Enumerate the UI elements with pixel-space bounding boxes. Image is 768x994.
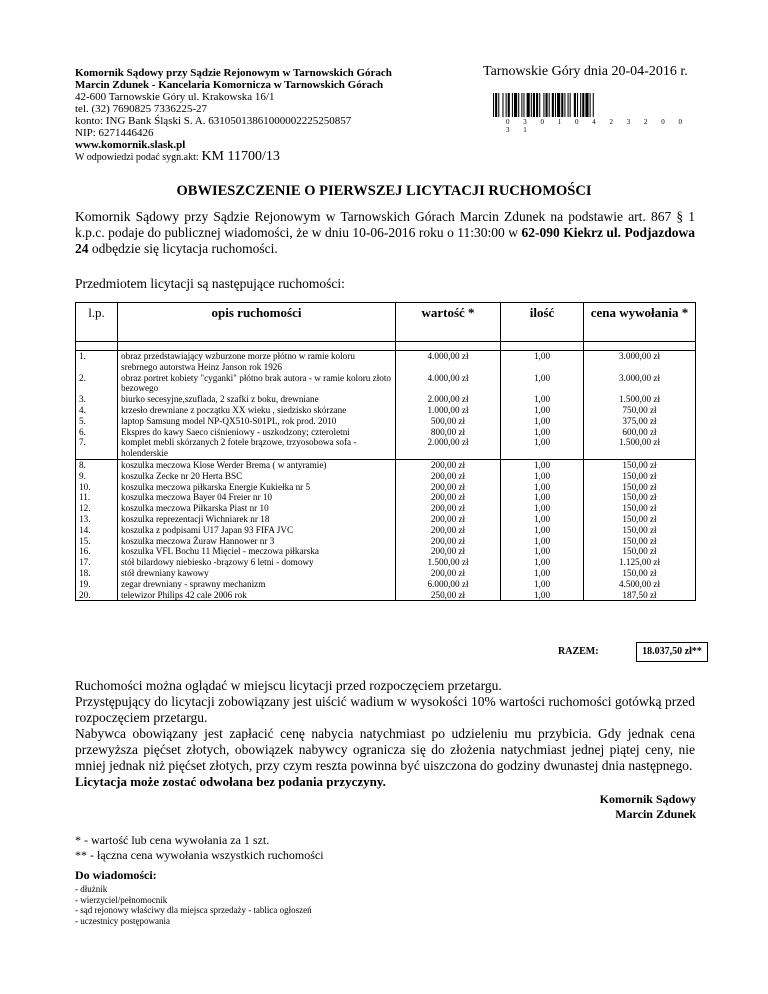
row-quantity: 1,00 bbox=[501, 579, 584, 590]
sender-account: konto: ING Bank Śląski S. A. 63105013861000002225250857 bbox=[75, 115, 352, 127]
signature-role: Komornik Sądowy bbox=[599, 792, 696, 806]
row-description: Ekspres do kawy Saeco ciśnieniowy - uszkodzony; czteroletni bbox=[118, 427, 396, 438]
row-description: biurko secesyjne,szuflada, 2 szafki z boku, drewniane bbox=[118, 394, 396, 405]
row-quantity: 1,00 bbox=[501, 437, 584, 459]
row-lp: 7. bbox=[76, 437, 118, 459]
row-quantity: 1,00 bbox=[501, 568, 584, 579]
table-row bbox=[76, 492, 696, 503]
row-quantity: 1,00 bbox=[501, 514, 584, 525]
intro-text-2: odbędzie się licytacja ruchomości. bbox=[88, 241, 278, 256]
row-price: 1.500,00 zł bbox=[584, 394, 696, 405]
row-description: stół bilardowy niebiesko -brązowy 6 letni - domowy bbox=[118, 557, 396, 568]
row-quantity: 1,00 bbox=[501, 536, 584, 547]
row-price: 3.000,00 zł bbox=[584, 373, 696, 395]
sender-block bbox=[75, 67, 392, 164]
table-row bbox=[76, 416, 696, 427]
row-lp: 1. bbox=[76, 351, 118, 373]
document-title: OBWIESZCZENIE O PIERWSZEJ LICYTACJI RUCHOMOŚCI bbox=[176, 183, 592, 199]
notice-list bbox=[75, 884, 312, 926]
notice-item: - uczestnicy postępowania bbox=[75, 915, 170, 926]
footnote-double bbox=[75, 848, 324, 863]
row-price: 150,00 zł bbox=[584, 459, 696, 470]
table-row bbox=[76, 503, 696, 514]
barcode-digits: 0 3 0 1 0 4 2 3 2 0 0 3 1 bbox=[506, 118, 688, 134]
row-description: zegar drewniany - sprawny mechanizm bbox=[118, 579, 396, 590]
table-row bbox=[76, 536, 696, 547]
row-lp: 19. bbox=[76, 579, 118, 590]
barcode-bar bbox=[523, 93, 524, 117]
row-description: laptop Samsung model NP-QX510-S01PL, rok prod. 2010 bbox=[118, 416, 396, 427]
total-value: 18.037,50 zł** bbox=[636, 642, 708, 662]
header-value: wartość * bbox=[396, 303, 501, 342]
row-quantity: 1,00 bbox=[501, 525, 584, 536]
row-value: 200,00 zł bbox=[396, 514, 501, 525]
signature-block bbox=[560, 792, 696, 822]
notice-item: - sąd rejonowy właściwy dla miejsca sprzedaży - tablica ogłoszeń bbox=[75, 905, 312, 915]
row-value: 4.000,00 zł bbox=[396, 351, 501, 373]
row-description: koszulka meczowa Klose Werder Brema ( w antyramie) bbox=[118, 459, 396, 470]
table-row bbox=[76, 459, 696, 470]
row-lp: 8. bbox=[76, 459, 118, 470]
row-lp: 16. bbox=[76, 546, 118, 557]
row-price: 187,50 zł bbox=[584, 590, 696, 601]
header-quantity: ilość bbox=[501, 303, 584, 342]
table-row bbox=[76, 394, 696, 405]
row-quantity: 1,00 bbox=[501, 482, 584, 493]
row-lp: 17. bbox=[76, 557, 118, 568]
case-reference bbox=[75, 151, 392, 164]
sender-address: 42-600 Tarnowskie Góry ul. Krakowska 16/1 bbox=[75, 91, 275, 103]
intro-paragraph bbox=[75, 209, 695, 257]
row-description: stół drewniany kawowy bbox=[118, 568, 396, 579]
row-description: obraz przedstawiający wzburzone morze płótno w ramie koloru srebrnego autorstwa Heinz Janson rok 1926 bbox=[118, 351, 396, 373]
row-quantity: 1,00 bbox=[501, 471, 584, 482]
auction-location: 62-090 Kiekrz ul. Podjazdowa 24 bbox=[75, 225, 695, 256]
barcode-bar bbox=[577, 93, 578, 117]
barcode-bar bbox=[495, 93, 497, 117]
row-price: 600,00 zł bbox=[584, 427, 696, 438]
auction-rules bbox=[75, 678, 695, 774]
row-price: 150,00 zł bbox=[584, 514, 696, 525]
row-quantity: 1,00 bbox=[501, 394, 584, 405]
sender-line1: Komornik Sądowy przy Sądzie Rejonowym w Tarnowskich Górach bbox=[75, 67, 392, 79]
barcode-bar bbox=[546, 93, 548, 117]
row-price: 150,00 zł bbox=[584, 503, 696, 514]
row-description: koszulka z podpisami U17 Japan 93 FIFA JVC bbox=[118, 525, 396, 536]
row-value: 200,00 zł bbox=[396, 471, 501, 482]
barcode-bar bbox=[580, 93, 581, 117]
sender-line2: Marcin Zdunek - Kancelaria Komornicza w Tarnowskich Górach bbox=[75, 79, 384, 91]
row-price: 150,00 zł bbox=[584, 568, 696, 579]
row-quantity: 1,00 bbox=[501, 373, 584, 395]
table-row bbox=[76, 579, 696, 590]
table-row bbox=[76, 514, 696, 525]
header-lp: l.p. bbox=[76, 303, 118, 342]
barcode-bar bbox=[555, 93, 556, 117]
barcode-bar bbox=[512, 93, 513, 117]
barcode-bar bbox=[498, 93, 499, 117]
footnote-single bbox=[75, 833, 324, 848]
row-value: 6.000,00 zł bbox=[396, 579, 501, 590]
row-quantity: 1,00 bbox=[501, 590, 584, 601]
row-lp: 3. bbox=[76, 394, 118, 405]
row-quantity: 1,00 bbox=[501, 492, 584, 503]
row-value: 200,00 zł bbox=[396, 459, 501, 470]
row-lp: 20. bbox=[76, 590, 118, 601]
barcode-bar bbox=[557, 93, 560, 117]
notice-item: - wierzyciel/pełnomocnik bbox=[75, 894, 168, 905]
row-lp: 13. bbox=[76, 514, 118, 525]
row-lp: 11. bbox=[76, 492, 118, 503]
row-value: 200,00 zł bbox=[396, 568, 501, 579]
barcode-bar bbox=[508, 93, 510, 117]
row-quantity: 1,00 bbox=[501, 546, 584, 557]
barcode-bar bbox=[518, 93, 519, 117]
table-row bbox=[76, 482, 696, 493]
barcode-bar bbox=[506, 93, 507, 117]
row-lp: 18. bbox=[76, 568, 118, 579]
barcode-bar bbox=[568, 93, 569, 117]
row-description: krzesło drewniane z początku XX wieku , siedzisko skórzane bbox=[118, 405, 396, 416]
table-row bbox=[76, 437, 696, 459]
row-quantity: 1,00 bbox=[501, 557, 584, 568]
notice-item: - dłużnik bbox=[75, 884, 108, 894]
row-quantity: 1,00 bbox=[501, 427, 584, 438]
table-row bbox=[76, 568, 696, 579]
row-price: 150,00 zł bbox=[584, 525, 696, 536]
subject-line: Przedmiotem licytacji są następujące ruchomości: bbox=[75, 276, 345, 291]
row-lp: 15. bbox=[76, 536, 118, 547]
barcode-bar bbox=[536, 93, 538, 117]
sender-website: www.komornik.slask.pl bbox=[75, 139, 186, 151]
row-value: 4.000,00 zł bbox=[396, 373, 501, 395]
barcode-bar bbox=[549, 93, 550, 117]
table-row bbox=[76, 590, 696, 601]
barcode-bar bbox=[543, 93, 544, 117]
row-lp: 2. bbox=[76, 373, 118, 395]
row-lp: 14. bbox=[76, 525, 118, 536]
header-price: cena wywołania * bbox=[584, 303, 696, 342]
table-row bbox=[76, 546, 696, 557]
intro-text-1: Komornik Sądowy przy Sądzie Rejonowym w Tarnowskich Górach Marcin Zdunek na podstawie art. 867 § 1 k.p.c. podaje do publicznej wiadomości, że w dniu 10-06-2016 roku o 11:30:00 w bbox=[75, 209, 695, 240]
barcode-bar bbox=[533, 93, 535, 117]
row-description: koszulka meczowa Żuraw Hannower nr 3 bbox=[118, 536, 396, 547]
row-value: 1.500,00 zł bbox=[396, 557, 501, 568]
row-lp: 6. bbox=[76, 427, 118, 438]
barcode-bar bbox=[521, 93, 522, 117]
table-row bbox=[76, 427, 696, 438]
footnote-single-text: * - wartość lub cena wywołania za 1 szt. bbox=[75, 833, 270, 847]
row-price: 150,00 zł bbox=[584, 492, 696, 503]
row-quantity: 1,00 bbox=[501, 405, 584, 416]
row-value: 200,00 zł bbox=[396, 536, 501, 547]
cancel-note: Licytacja może zostać odwołana bez podania przyczyny. bbox=[75, 774, 386, 789]
barcode-bar bbox=[574, 93, 576, 117]
rules-viewing: Ruchomości można oglądać w miejscu licytacji przed rozpoczęciem przetargu. bbox=[75, 678, 502, 693]
row-description: koszulka meczowa Piłkarska Piast nr 10 bbox=[118, 503, 396, 514]
row-value: 1.000,00 zł bbox=[396, 405, 501, 416]
row-price: 750,00 zł bbox=[584, 405, 696, 416]
rules-deposit: Przystępujący do licytacji zobowiązany jest uiścić wadium w wysokości 10% wartości ruchomości gotówką przed rozpoczęciem przetargu. bbox=[75, 694, 695, 725]
barcode-bar bbox=[527, 93, 530, 117]
row-price: 150,00 zł bbox=[584, 546, 696, 557]
row-quantity: 1,00 bbox=[501, 459, 584, 470]
row-value: 200,00 zł bbox=[396, 492, 501, 503]
row-price: 150,00 zł bbox=[584, 482, 696, 493]
row-value: 200,00 zł bbox=[396, 525, 501, 536]
row-value: 800,00 zł bbox=[396, 427, 501, 438]
header-description: opis ruchomości bbox=[118, 303, 396, 342]
row-lp: 4. bbox=[76, 405, 118, 416]
barcode-bar bbox=[493, 93, 494, 117]
table-row bbox=[76, 373, 696, 395]
row-lp: 10. bbox=[76, 482, 118, 493]
row-quantity: 1,00 bbox=[501, 351, 584, 373]
barcode-bar bbox=[564, 93, 565, 117]
row-quantity: 1,00 bbox=[501, 416, 584, 427]
row-price: 3.000,00 zł bbox=[584, 351, 696, 373]
notice-title: Do wiadomości: bbox=[75, 868, 157, 882]
barcode-bar bbox=[585, 93, 588, 117]
row-price: 1.125,00 zł bbox=[584, 557, 696, 568]
signature-name: Marcin Zdunek bbox=[615, 807, 696, 821]
row-description: koszulka meczowa piłkarska Energie Kukiełka nr 5 bbox=[118, 482, 396, 493]
case-number: KM 11700/13 bbox=[201, 149, 280, 164]
row-price: 1.500,00 zł bbox=[584, 437, 696, 459]
barcode-bar bbox=[552, 93, 554, 117]
footnote-double-text: ** - łączna cena wywołania wszystkich ruchomości bbox=[75, 848, 324, 862]
barcode-bar bbox=[539, 93, 540, 117]
barcode-bar bbox=[561, 93, 563, 117]
table-row bbox=[76, 471, 696, 482]
row-description: obraz portret kobiety "cyganki" płótno brak autora - w ramie koloru złoto bezowego bbox=[118, 373, 396, 395]
table-row bbox=[76, 525, 696, 536]
row-lp: 9. bbox=[76, 471, 118, 482]
reply-label: W odpowiedzi podać sygn.akt: bbox=[75, 152, 199, 163]
row-description: koszulka reprezentacji Wichniarek nr 18 bbox=[118, 514, 396, 525]
row-price: 150,00 zł bbox=[584, 471, 696, 482]
row-value: 200,00 zł bbox=[396, 503, 501, 514]
row-quantity: 1,00 bbox=[501, 503, 584, 514]
table-row bbox=[76, 405, 696, 416]
row-price: 4.500,00 zł bbox=[584, 579, 696, 590]
row-description: koszulka Zecke nr 20 Herta BSC bbox=[118, 471, 396, 482]
table-row bbox=[76, 557, 696, 568]
barcode-bar bbox=[593, 93, 594, 117]
barcode-bar bbox=[502, 93, 503, 117]
row-description: koszulka VFL Bochu 11 Mięciel - meczowa piłkarska bbox=[118, 546, 396, 557]
row-description: koszulka meczowa Bayer 04 Freier nr 10 bbox=[118, 492, 396, 503]
row-description: telewizor Philips 42 cale 2006 rok bbox=[118, 590, 396, 601]
sender-nip: NIP: 6271446426 bbox=[75, 127, 154, 139]
row-value: 200,00 zł bbox=[396, 546, 501, 557]
table-row bbox=[76, 351, 696, 373]
row-price: 375,00 zł bbox=[584, 416, 696, 427]
rules-payment: Nabywca obowiązany jest zapłacić cenę nabycia natychmiast po udzieleniu mu przybicia. Gdy jednak cena przewyższa pięćset złotych, obowiązek nabywcy ogranicza się do złożenia natychmiast jednej piątej ceny, nie mniej jednak niż pięćset złotych, przy czym reszta powinna być uiszczona do godziny dwunastej dnia następnego. bbox=[75, 726, 695, 773]
footnotes bbox=[75, 833, 324, 863]
row-lp: 12. bbox=[76, 503, 118, 514]
barcode-bar bbox=[582, 93, 584, 117]
row-price: 150,00 zł bbox=[584, 536, 696, 547]
items-table bbox=[75, 302, 696, 601]
barcode-bar bbox=[570, 93, 571, 117]
row-lp: 5. bbox=[76, 416, 118, 427]
total-label: RAZEM: bbox=[558, 646, 599, 657]
place-date: Tarnowskie Góry dnia 20-04-2016 r. bbox=[483, 64, 688, 79]
row-description: komplet mebli skórzanych 2 fotele brązowe, trzyosobowa sofa - holenderskie bbox=[118, 437, 396, 459]
row-value: 500,00 zł bbox=[396, 416, 501, 427]
barcode-bar bbox=[590, 93, 591, 117]
row-value: 200,00 zł bbox=[396, 482, 501, 493]
sender-phone: tel. (32) 7690825 7336225-27 bbox=[75, 103, 207, 115]
barcode-bar bbox=[514, 93, 517, 117]
row-value: 250,00 zł bbox=[396, 590, 501, 601]
barcode-bar bbox=[531, 93, 532, 117]
row-value: 2.000,00 zł bbox=[396, 394, 501, 405]
row-value: 2.000,00 zł bbox=[396, 437, 501, 459]
